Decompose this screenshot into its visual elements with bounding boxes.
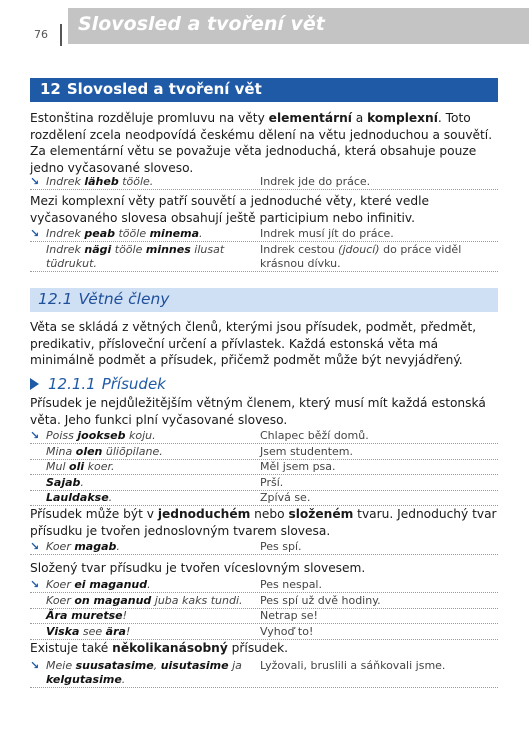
text-run: ,	[153, 659, 161, 672]
triangle-bullet-icon	[30, 378, 39, 390]
text-run: Indrek	[46, 175, 85, 188]
subsection-paragraph-1	[30, 395, 498, 428]
example-row	[30, 476, 498, 491]
text-run: Jsem studentem.	[260, 444, 353, 458]
czech-translation	[260, 540, 498, 554]
text-run: !	[125, 624, 131, 638]
example-row	[30, 460, 498, 475]
subsection-paragraph-3	[30, 560, 498, 577]
estonian-example	[46, 227, 260, 241]
text-run: tööle.	[118, 175, 154, 188]
text-run: Koer	[46, 578, 75, 591]
text-run: Pes nespal.	[260, 578, 322, 591]
estonian-example	[46, 540, 260, 554]
text-run: Za elementární větu se považuje věta jednoduchá, která obsahuje pouze jedno vyčasované sloveso.	[30, 144, 477, 175]
text-run: üliõpilane.	[102, 444, 163, 458]
section-heading	[30, 288, 498, 312]
arrow-down-right-icon: ↘	[30, 227, 40, 240]
text-run: Existuje také	[30, 641, 113, 655]
text-run: . Toto rozdělení zcela neodpovídá českému dělení na větu jednoduchou a souvětí.	[30, 111, 493, 142]
estonian-example	[46, 594, 260, 608]
text-run: složeném	[288, 507, 354, 521]
text-run: Věta se skládá z větných členů, kterými jsou přísudek, podmět, předmět, predikativ, přísloveční určení a přívlastek. Každá estonská věta má minimálně podmět a přísudek, přičemž podmět může být nevyjádřený.	[30, 320, 477, 367]
text-run: Složený tvar přísudku je tvořen víceslovným slovesem.	[30, 561, 366, 575]
text-run: elementární	[268, 111, 352, 125]
text-run: jednoduchém	[157, 507, 251, 521]
text-run: Indrek cestou	[260, 242, 339, 256]
text-run: Přísudek je nejdůležitějším větným členem, který musí mít každá estonská věta. Jeho funkci plní vyčasované sloveso.	[30, 396, 486, 427]
text-run: !	[122, 609, 128, 622]
arrow-down-right-icon: ↘	[30, 429, 40, 442]
czech-translation	[260, 460, 498, 474]
text-run: Meie	[46, 659, 76, 672]
text-run: komplexní	[367, 111, 438, 125]
text-run: a	[351, 111, 368, 125]
text-run: koju.	[125, 429, 156, 442]
text-run: .	[116, 540, 120, 553]
text-run: Zpívá se.	[260, 491, 311, 504]
text-run: .	[80, 475, 84, 489]
text-run: Viska	[46, 624, 80, 638]
text-run: do práce viděl krásnou dívku.	[260, 242, 462, 270]
subsection-heading	[30, 375, 498, 395]
example-row	[30, 227, 498, 242]
czech-translation	[260, 227, 498, 241]
intro-paragraph-3	[30, 193, 498, 226]
text-run: několikanásobný	[112, 641, 228, 655]
section-title: Větné členy	[78, 290, 170, 308]
text-run: tööle	[115, 227, 150, 240]
text-run: Netrap se!	[260, 609, 318, 622]
text-run: Estonština rozděluje promluvu na věty	[30, 111, 269, 125]
text-run: ei maganud	[74, 578, 148, 591]
example-row	[30, 445, 498, 460]
estonian-example	[46, 243, 260, 271]
text-run: Mina	[46, 444, 76, 458]
text-run: Ära muretse	[46, 609, 123, 622]
text-run: ja	[228, 659, 242, 672]
estonian-example	[46, 429, 260, 443]
subsection-paragraph-2	[30, 506, 498, 539]
czech-translation	[260, 175, 498, 189]
subsection-paragraph-4	[30, 640, 498, 657]
text-run: oli	[69, 460, 85, 473]
page-number: 76	[34, 28, 48, 41]
text-run: .	[121, 673, 126, 686]
arrow-down-right-icon: ↘	[30, 540, 40, 553]
arrow-down-right-icon: ↘	[30, 175, 40, 188]
text-run: Poiss	[46, 429, 78, 442]
text-run: kelgutasime	[46, 673, 122, 686]
text-run: nebo	[250, 507, 289, 521]
text-run: magab	[74, 540, 117, 553]
text-run: minnes	[145, 242, 191, 256]
czech-translation	[260, 445, 498, 459]
text-run: Mul	[46, 460, 70, 473]
estonian-example	[46, 491, 260, 505]
text-run: Indrek	[46, 242, 85, 256]
example-row	[30, 243, 498, 272]
example-row	[30, 175, 498, 190]
czech-translation	[260, 625, 498, 639]
czech-translation	[260, 476, 498, 490]
text-run: on maganud	[74, 593, 152, 607]
text-run: minema	[149, 227, 200, 240]
estonian-example	[46, 476, 260, 490]
text-run: Měl jsem psa.	[260, 460, 336, 473]
text-run: Koer	[46, 540, 75, 553]
czech-translation	[260, 491, 498, 505]
text-run: Mezi komplexní věty patří souvětí a jednoduché věty, které vedle vyčasovaného slovesa obsahují ještě participium nebo infinitiv.	[30, 194, 429, 225]
estonian-example	[46, 578, 260, 592]
text-run: Chlapec běží domů.	[260, 429, 369, 442]
czech-translation	[260, 429, 498, 443]
text-run: Indrek jde do práce.	[260, 175, 371, 188]
section-number: 12.1	[38, 290, 73, 308]
czech-translation	[260, 659, 498, 673]
text-run: Pes spí už dvě hodiny.	[260, 593, 381, 607]
estonian-example	[46, 445, 260, 459]
intro-paragraph-1	[30, 110, 498, 143]
czech-translation	[260, 609, 498, 623]
chapter-title: Slovosled a tvoření vět	[66, 80, 262, 98]
text-run: .	[147, 578, 151, 591]
example-row	[30, 594, 498, 609]
text-run: .	[108, 491, 113, 504]
text-run: ära	[105, 624, 126, 638]
estonian-example	[46, 625, 260, 639]
text-run: olen	[75, 444, 103, 458]
text-run: see	[79, 624, 106, 638]
text-run: Sajab	[46, 475, 81, 489]
text-run: nägi	[84, 242, 112, 256]
example-row	[30, 659, 498, 688]
text-run: tööle	[111, 242, 146, 256]
chapter-heading	[30, 78, 498, 102]
text-run: ilusat tüdrukut.	[46, 242, 225, 270]
estonian-example	[46, 659, 260, 687]
text-run: .	[199, 227, 203, 240]
text-run: uisutasime	[160, 659, 229, 672]
estonian-example	[46, 609, 260, 623]
example-row	[30, 540, 498, 555]
czech-translation	[260, 578, 498, 592]
text-run: Lauldakse	[46, 491, 109, 504]
text-run: peab	[84, 227, 115, 240]
section-intro-paragraph	[30, 319, 498, 369]
estonian-example	[46, 175, 260, 189]
czech-translation	[260, 243, 498, 271]
example-row	[30, 491, 498, 506]
text-run: Indrek	[46, 227, 85, 240]
text-run: přísudek.	[227, 641, 289, 655]
text-run: (jdoucí)	[338, 242, 380, 256]
text-run: Koer	[46, 593, 75, 607]
text-run: Pes spí.	[260, 540, 302, 553]
text-run: Vyhoď to!	[260, 624, 314, 638]
text-run: tvaru. Jednoduchý tvar přísudku je tvořen jednoslovným tvarem slovesa.	[30, 507, 497, 538]
text-run: Lyžovali, bruslili a sáňkovali jsme.	[260, 659, 446, 672]
header-divider	[60, 24, 62, 46]
running-title: Slovosled a tvoření vět	[78, 13, 325, 35]
page-header	[0, 0, 529, 56]
arrow-down-right-icon: ↘	[30, 659, 40, 672]
text-run: suusatasime	[75, 659, 154, 672]
chapter-number: 12	[40, 80, 61, 98]
text-run: Indrek musí jít do práce.	[260, 227, 394, 240]
arrow-down-right-icon: ↘	[30, 578, 40, 591]
text-run: Prší.	[260, 475, 284, 489]
subsection-title: Přísudek	[101, 375, 166, 393]
example-row	[30, 625, 498, 640]
text-run: jookseb	[77, 429, 126, 442]
intro-paragraph-2	[30, 143, 498, 176]
example-row	[30, 609, 498, 624]
text-run: koer.	[84, 460, 115, 473]
estonian-example	[46, 460, 260, 474]
example-row	[30, 578, 498, 593]
subsection-number: 12.1.1	[48, 375, 96, 393]
text-run: juba kaks tundi.	[151, 593, 243, 607]
czech-translation	[260, 594, 498, 608]
text-run: läheb	[84, 175, 119, 188]
text-run: Přísudek může být v	[30, 507, 158, 521]
example-row	[30, 429, 498, 444]
